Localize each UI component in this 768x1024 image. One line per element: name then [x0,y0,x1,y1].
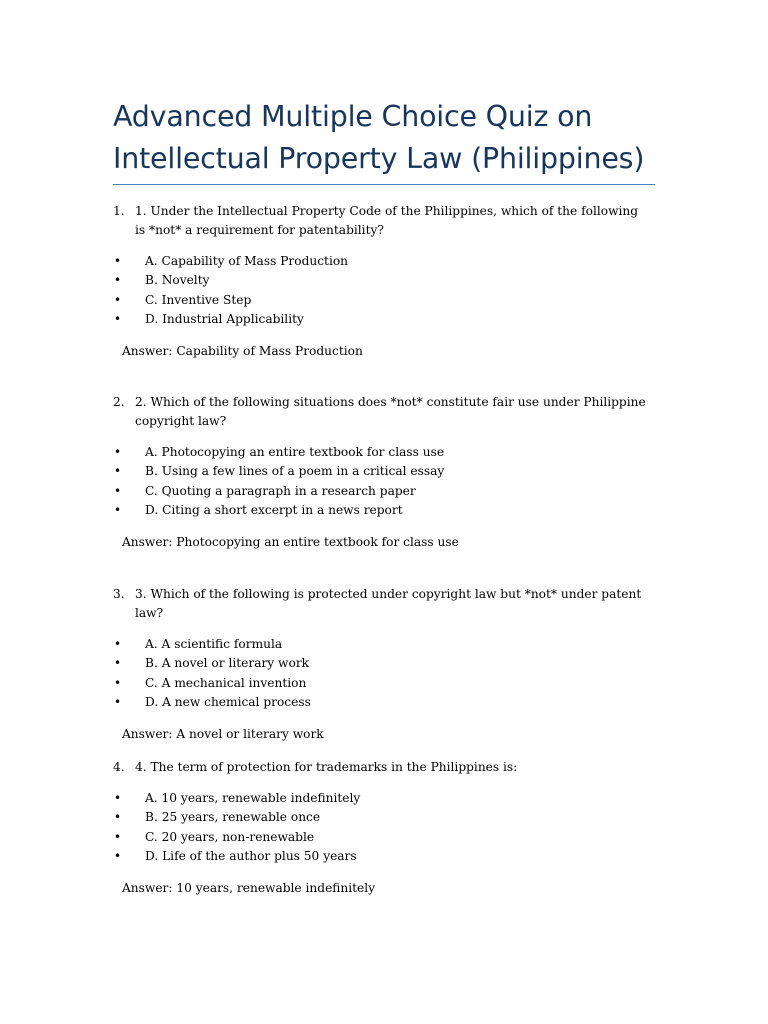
title-divider [113,184,655,185]
bullet-icon: • [114,656,122,671]
question-stem [113,585,655,623]
bullet-icon: • [114,675,122,690]
answer-text: Answer: Capability of Mass Production [122,344,363,359]
question-2 [113,393,655,552]
question-text: 3. Which of the following is protected under copyright law but *not* under patent law? [135,587,642,620]
bullet-icon: • [114,292,122,307]
answer-text: Answer: Photocopying an entire textbook for class use [122,535,459,550]
answer-text: Answer: A novel or literary work [122,727,324,742]
bullet-icon: • [114,254,122,268]
option-item [113,674,655,693]
bullet-icon: • [114,791,122,805]
bullet-icon: • [114,311,122,326]
question-number: 2. [113,395,125,409]
bullet-icon: • [114,848,122,863]
bullet-icon: • [114,502,122,517]
option-item [113,847,655,866]
option-item [113,808,655,827]
question-text: 4. The term of protection for trademarks in the Philippines is: [135,760,518,774]
bullet-icon: • [114,483,122,498]
bullet-icon: • [114,445,122,459]
bullet-icon: • [114,464,122,479]
question-text: 1. Under the Intellectual Property Code of the Philippines, which of the following is *not* a requirement for patentability? [135,204,639,237]
option-list [113,635,655,712]
option-item [113,828,655,847]
option-item [113,443,655,462]
option-item [113,462,655,481]
question-stem [113,758,655,777]
option-text: D. Industrial Applicability [145,311,304,326]
question-number: 3. [113,587,125,601]
option-item [113,271,655,290]
answer-text: Answer: 10 years, renewable indefinitely [122,881,376,896]
question-3 [113,585,655,744]
option-item [113,501,655,520]
option-item [113,693,655,712]
bullet-icon: • [114,637,122,651]
option-text: A. A scientific formula [145,637,283,651]
question-number: 1. [113,204,125,218]
option-text: B. Using a few lines of a poem in a critical essay [145,464,445,479]
option-text: B. 25 years, renewable once [145,810,321,825]
option-text: C. Inventive Step [145,292,252,307]
bullet-icon: • [114,694,122,709]
question-text: 2. Which of the following situations does *not* constitute fair use under Philippine copyright law? [135,395,646,428]
bullet-icon: • [114,273,122,288]
option-text: A. Capability of Mass Production [145,254,349,268]
option-text: D. A new chemical process [145,694,311,709]
option-item [113,291,655,310]
option-text: D. Citing a short excerpt in a news report [145,502,403,517]
question-number: 4. [113,760,125,774]
question-stem [113,393,655,431]
question-stem [113,202,655,240]
option-text: B. A novel or literary work [145,656,310,671]
option-text: C. 20 years, non-renewable [145,829,315,844]
option-item [113,789,655,808]
document-page [113,96,655,185]
option-text: D. Life of the author plus 50 years [145,848,357,863]
option-item [113,635,655,654]
option-item [113,310,655,329]
bullet-icon: • [114,810,122,825]
option-item [113,482,655,501]
option-item [113,252,655,271]
option-text: C. Quoting a paragraph in a research paper [145,483,416,498]
question-4 [113,758,655,898]
bullet-icon: • [114,829,122,844]
option-text: A. Photocopying an entire textbook for class use [145,445,445,459]
question-1 [113,202,655,361]
option-list [113,252,655,329]
option-text: C. A mechanical invention [145,675,307,690]
option-list [113,789,655,866]
document-title: Advanced Multiple Choice Quiz on Intellectual Property Law (Philippines) [113,100,645,175]
option-text: B. Novelty [145,273,210,288]
option-list [113,443,655,520]
option-item [113,654,655,673]
option-text: A. 10 years, renewable indefinitely [145,791,361,805]
